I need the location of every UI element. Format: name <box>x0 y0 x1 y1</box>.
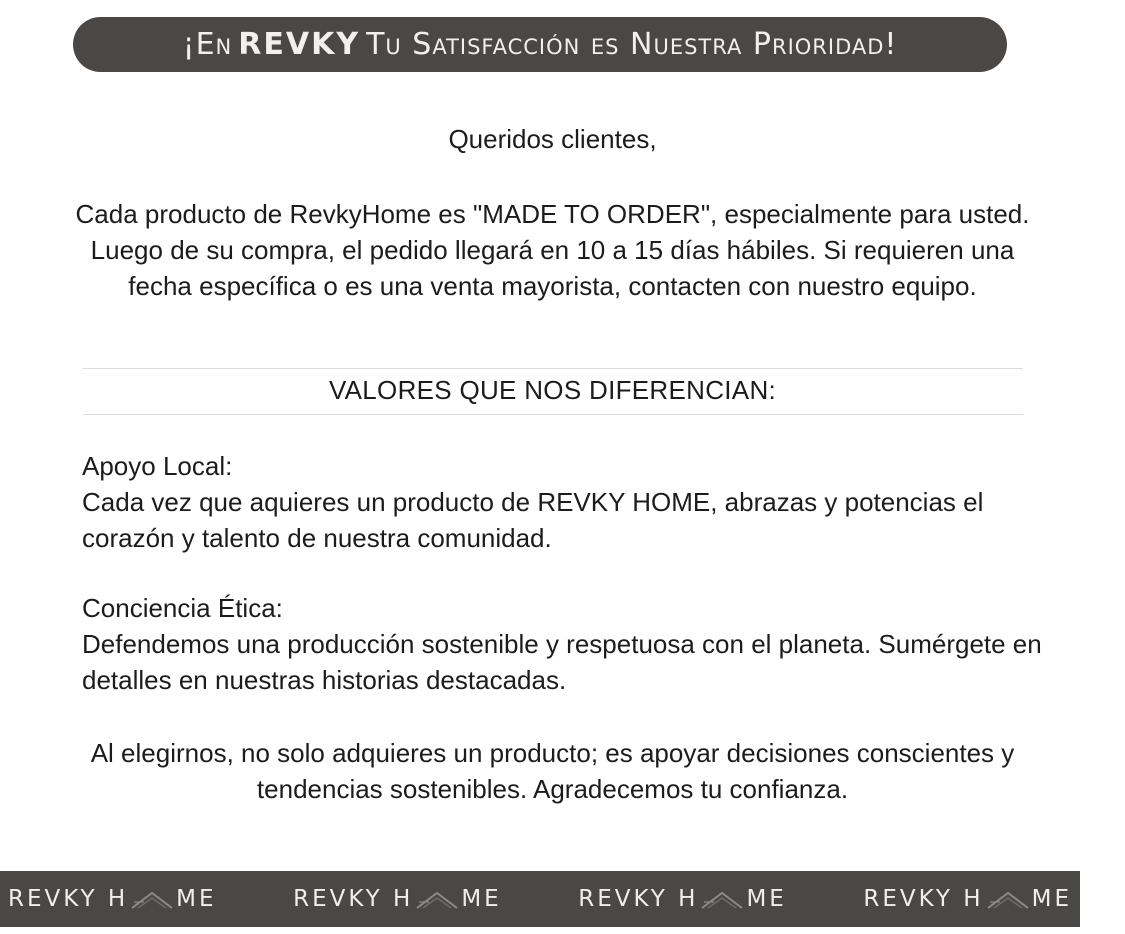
value-title: Apoyo Local: <box>82 451 233 481</box>
house-roof-icon <box>986 888 1030 910</box>
logo-text-right: ME <box>461 886 502 912</box>
banner-suffix: Tu Satisfacción es Nuestra Prioridad! <box>366 27 898 62</box>
footer-logo <box>578 886 787 912</box>
house-roof-icon <box>130 888 174 910</box>
banner-prefix: ¡En <box>182 27 233 62</box>
top-banner <box>73 17 1007 72</box>
value-item-conciencia-etica <box>82 590 1042 698</box>
logo-text-right: ME <box>176 886 217 912</box>
divider-bottom <box>83 414 1023 415</box>
divider-top <box>83 368 1023 369</box>
footer-logo <box>293 886 502 912</box>
footer-logo <box>8 886 217 912</box>
logo-text-left: REVKY H <box>863 886 984 912</box>
logo-text-right: ME <box>1031 886 1072 912</box>
logo-text-right: ME <box>746 886 787 912</box>
value-title: Conciencia Ética: <box>82 593 283 623</box>
logo-text-left: REVKY H <box>8 886 129 912</box>
logo-text-left: REVKY H <box>293 886 414 912</box>
letter-intro: Cada producto de RevkyHome es "MADE TO ORDER", especialmente para usted. Luego de su compra, el pedido llegará en 10 a 15 días hábiles. Si requieren una fecha específica o es una venta mayorista, contacten con nuestro equipo. <box>75 199 1030 301</box>
letter-greeting: Queridos clientes, <box>448 124 657 154</box>
house-roof-icon <box>700 888 744 910</box>
banner-brand: REVKY <box>238 27 361 62</box>
logo-text-left: REVKY H <box>578 886 699 912</box>
value-item-apoyo-local <box>82 448 1042 556</box>
house-roof-icon <box>415 888 459 910</box>
closing-message: Al elegirnos, no solo adquieres un producto; es apoyar decisiones conscientes y tendencias sostenibles. Agradecemos tu confianza. <box>90 738 1015 804</box>
footer-logo <box>863 886 1072 912</box>
value-text: Defendemos una producción sostenible y respetuosa con el planeta. Sumérgete en detalles en nuestras historias destacadas. <box>82 629 1042 695</box>
values-heading: VALORES QUE NOS DIFERENCIAN: <box>328 375 777 405</box>
footer-logo-strip <box>0 871 1080 927</box>
value-text: Cada vez que aquieres un producto de REVKY HOME, abrazas y potencias el corazón y talento de nuestra comunidad. <box>82 487 984 553</box>
